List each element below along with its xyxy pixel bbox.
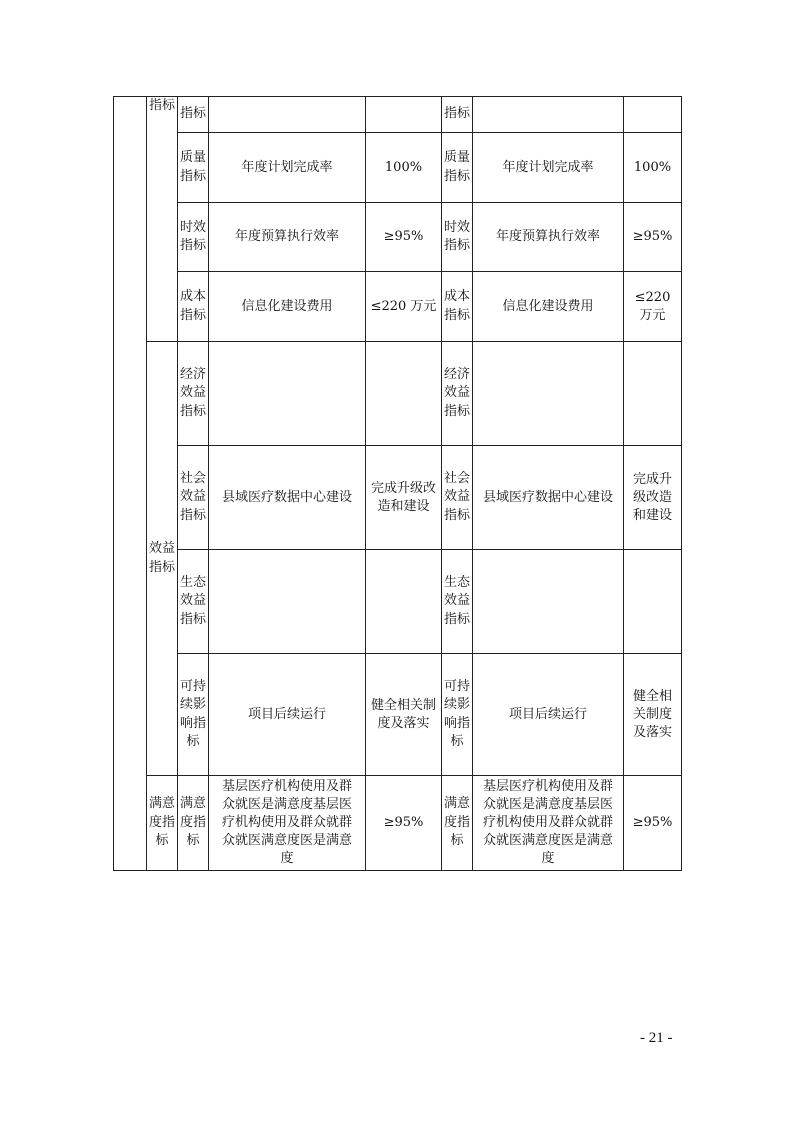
level2-indicator-b: 经济效益指标 [442, 342, 473, 446]
level2-indicator: 时效指标 [178, 203, 209, 272]
indicator-content-b: 信息化建设费用 [473, 272, 624, 342]
table-row [114, 97, 682, 133]
indicator-content-b [473, 550, 624, 654]
indicator-value-b: ≥95% [624, 203, 682, 272]
indicator-value: 100% [366, 133, 442, 203]
level2-indicator: 生态效益指标 [178, 550, 209, 654]
indicator-content [209, 97, 366, 133]
performance-indicator-table [113, 96, 682, 871]
indicator-content: 年度预算执行效率 [209, 203, 366, 272]
indicator-content-b: 县域医疗数据中心建设 [473, 446, 624, 550]
level1-indicator-satisfaction: 满意度指标 [147, 776, 178, 871]
level2-indicator-b: 满意度指标 [442, 776, 473, 871]
indicator-content-b: 年度计划完成率 [473, 133, 624, 203]
level2-indicator-b: 成本指标 [442, 272, 473, 342]
level1-indicator-benefit: 效益指标 [147, 342, 178, 776]
indicator-value [366, 550, 442, 654]
level2-indicator: 满意度指标 [178, 776, 209, 871]
level2-indicator-b: 可持续影响指标 [442, 654, 473, 776]
indicator-value-b: 100% [624, 133, 682, 203]
indicator-value-b [624, 550, 682, 654]
level2-indicator-b: 时效指标 [442, 203, 473, 272]
page-number: - 21 - [640, 1030, 673, 1046]
indicator-value: 健全相关制度及落实 [366, 654, 442, 776]
indicator-value-b: 完成升级改造和建设 [624, 446, 682, 550]
level2-indicator-b: 质量指标 [442, 133, 473, 203]
indicator-value [366, 97, 442, 133]
table-row [114, 654, 682, 776]
indicator-content: 基层医疗机构使用及群众就医是满意度基层医疗机构使用及群众就群众就医满意度医是满意度 [209, 776, 366, 871]
level1-indicator-output: 指标 [147, 97, 178, 342]
level2-indicator-b: 生态效益指标 [442, 550, 473, 654]
indicator-content: 县域医疗数据中心建设 [209, 446, 366, 550]
indicator-content: 项目后续运行 [209, 654, 366, 776]
table-row [114, 776, 682, 871]
level2-indicator: 质量指标 [178, 133, 209, 203]
level2-indicator-b: 社会效益指标 [442, 446, 473, 550]
table-row [114, 446, 682, 550]
indicator-value: ≥95% [366, 203, 442, 272]
table-row [114, 342, 682, 446]
indicator-value-b: ≥95% [624, 776, 682, 871]
level2-indicator-b: 指标 [442, 97, 473, 133]
indicator-content [209, 550, 366, 654]
level2-indicator: 指标 [178, 97, 209, 133]
table-row [114, 203, 682, 272]
indicator-value-b: ≤220 万元 [624, 272, 682, 342]
indicator-content: 信息化建设费用 [209, 272, 366, 342]
indicator-value: ≤220 万元 [366, 272, 442, 342]
table-row [114, 133, 682, 203]
indicator-content-b: 年度预算执行效率 [473, 203, 624, 272]
indicator-value: ≥95% [366, 776, 442, 871]
level2-indicator: 成本指标 [178, 272, 209, 342]
indicator-value-b: 健全相关制度及落实 [624, 654, 682, 776]
indicator-content-b [473, 342, 624, 446]
indicator-value: 完成升级改造和建设 [366, 446, 442, 550]
table-row [114, 272, 682, 342]
indicator-content-b: 项目后续运行 [473, 654, 624, 776]
indicator-value-b [624, 342, 682, 446]
indicator-content: 年度计划完成率 [209, 133, 366, 203]
indicator-content-b: 基层医疗机构使用及群众就医是满意度基层医疗机构使用及群众就群众就医满意度医是满意度 [473, 776, 624, 871]
indicator-value [366, 342, 442, 446]
level2-indicator: 社会效益指标 [178, 446, 209, 550]
indicator-value-b [624, 97, 682, 133]
table-row [114, 550, 682, 654]
level2-indicator: 经济效益指标 [178, 342, 209, 446]
level2-indicator: 可持续影响指标 [178, 654, 209, 776]
indicator-content-b [473, 97, 624, 133]
outer-blank-cell [114, 97, 147, 871]
indicator-content [209, 342, 366, 446]
